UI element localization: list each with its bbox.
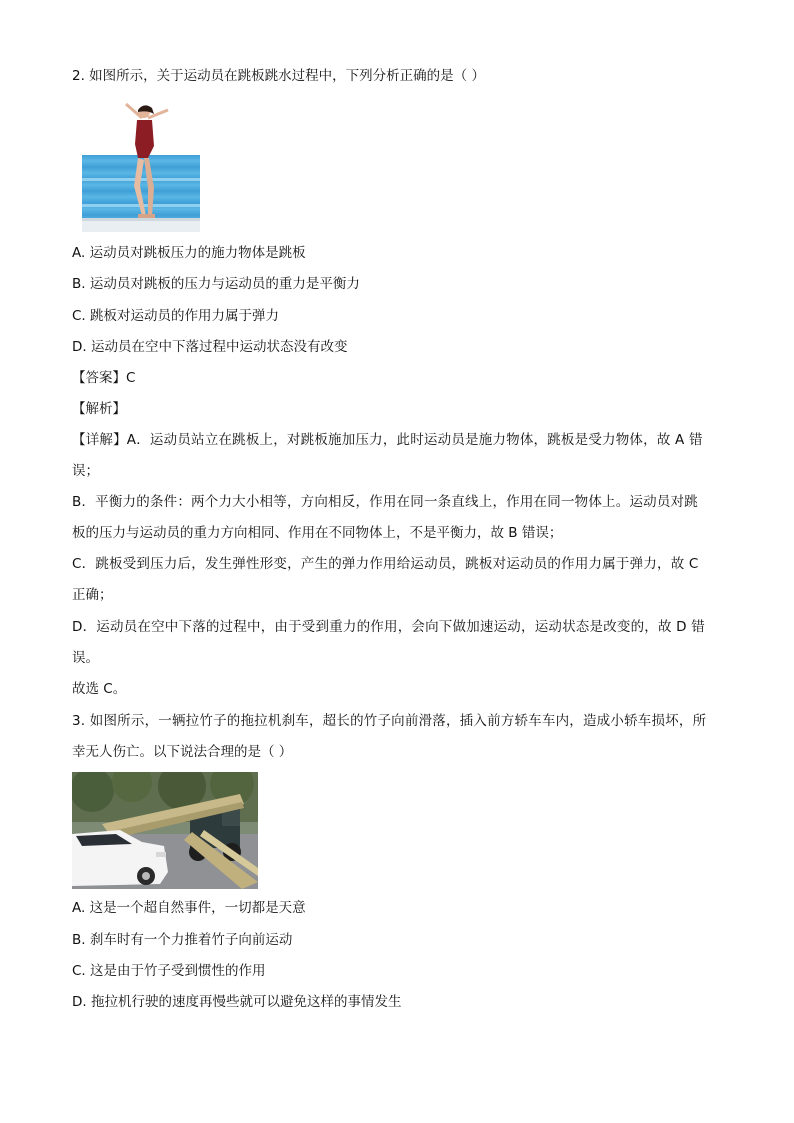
diver-photo <box>82 100 200 232</box>
bamboo-accident-photo <box>72 772 258 889</box>
question-2-option-c: C. 跳板对运动员的作用力属于弹力 <box>72 308 280 324</box>
analysis-line: 误； <box>72 463 99 479</box>
question-3-option-d: D. 拖拉机行驶的速度再慢些就可以避免这样的事情发生 <box>72 994 402 1010</box>
question-3-stem: 幸无人伤亡。以下说法合理的是（ ） <box>72 744 293 760</box>
analysis-conclusion: 故选 C。 <box>72 681 127 697</box>
analysis-line: C．跳板受到压力后，发生弹性形变，产生的弹力作用给运动员，跳板对运动员的作用力属于弹力，故 C <box>72 556 699 572</box>
analysis-line: 板的压力与运动员的重力方向相同、作用在不同物体上，不是平衡力，故 B 错误； <box>72 525 563 541</box>
analysis-line: 正确； <box>72 587 113 603</box>
question-2-option-a: A. 运动员对跳板压力的施力物体是跳板 <box>72 245 306 261</box>
answer-label: 【答案】C <box>72 370 136 386</box>
question-3-option-a: A. 这是一个超自然事件，一切都是天意 <box>72 900 306 916</box>
analysis-line: D．运动员在空中下落的过程中，由于受到重力的作用，会向下做加速运动，运动状态是改变的，故 D 错 <box>72 619 705 635</box>
question-2-stem: 2. 如图所示，关于运动员在跳板跳水过程中，下列分析正确的是（ ） <box>72 68 485 84</box>
question-2-option-b: B. 运动员对跳板的压力与运动员的重力是平衡力 <box>72 276 360 292</box>
analysis-line: B．平衡力的条件：两个力大小相等，方向相反，作用在同一条直线上，作用在同一物体上。运动员对跳 <box>72 494 698 510</box>
analysis-line: 【详解】A．运动员站立在跳板上，对跳板施加压力，此时运动员是施力物体，跳板是受力物体，故 A 错 <box>72 432 703 448</box>
question-3-stem: 3. 如图所示，一辆拉竹子的拖拉机刹车，超长的竹子向前滑落，插入前方轿车车内，造成小轿车损坏，所 <box>72 713 707 729</box>
analysis-label: 【解析】 <box>72 401 126 417</box>
analysis-line: 误。 <box>72 650 99 666</box>
question-2-option-d: D. 运动员在空中下落过程中运动状态没有改变 <box>72 339 348 355</box>
question-3-option-b: B. 刹车时有一个力推着竹子向前运动 <box>72 932 293 948</box>
question-3-option-c: C. 这是由于竹子受到惯性的作用 <box>72 963 266 979</box>
